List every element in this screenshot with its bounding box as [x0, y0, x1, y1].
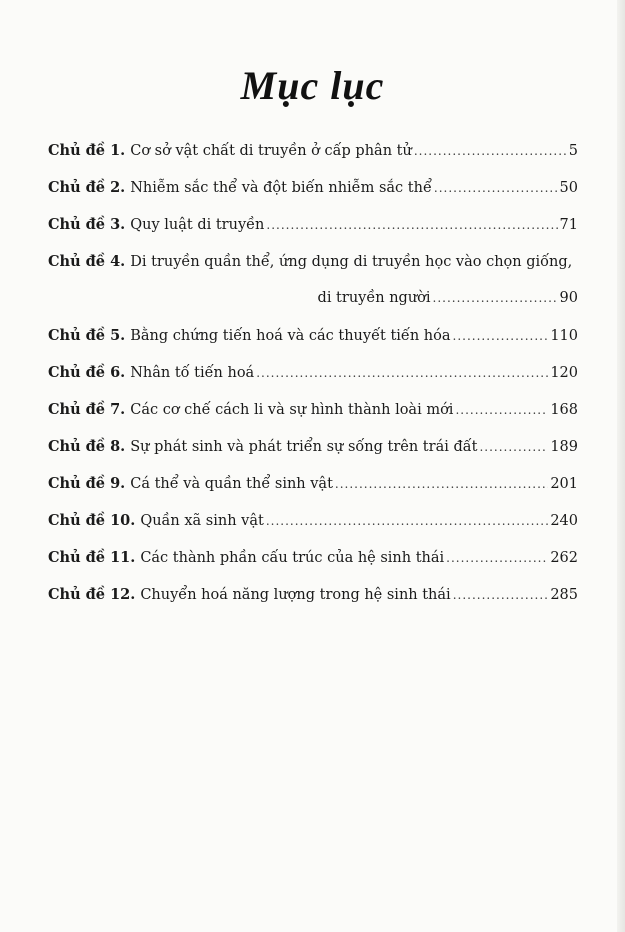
toc-entry[interactable] — [48, 549, 578, 586]
entry-page: 90 — [559, 290, 578, 306]
toc-entry[interactable] — [48, 475, 578, 512]
dot-leader — [446, 550, 548, 566]
toc-entry[interactable] — [48, 364, 578, 401]
toc-entry[interactable] — [48, 586, 578, 623]
toc-entry[interactable] — [48, 512, 578, 549]
entry-page: 285 — [550, 587, 578, 603]
entry-title: Cơ sở vật chất di truyền ở cấp phân tử — [130, 143, 412, 159]
dot-leader — [266, 513, 548, 529]
entry-page: 262 — [550, 550, 578, 566]
entry-page: 71 — [559, 217, 578, 233]
table-of-contents — [48, 142, 578, 623]
dot-leader — [266, 217, 557, 233]
entry-title: Bằng chứng tiến hoá và các thuyết tiến hóa — [130, 328, 451, 344]
entry-page: 50 — [559, 180, 578, 196]
dot-leader — [479, 439, 548, 455]
toc-entry[interactable] — [48, 438, 578, 475]
entry-page: 5 — [568, 143, 578, 159]
entry-label: Chủ đề 1. — [48, 142, 126, 159]
entry-label: Chủ đề 10. — [48, 512, 136, 529]
entry-label: Chủ đề 3. — [48, 216, 126, 233]
entry-page: 110 — [550, 328, 578, 344]
toc-entry[interactable] — [48, 401, 578, 438]
entry-label: Chủ đề 5. — [48, 327, 126, 344]
toc-entry[interactable] — [48, 327, 578, 364]
entry-label: Chủ đề 4. — [48, 253, 126, 270]
entry-label: Chủ đề 11. — [48, 549, 136, 566]
entry-title: Di truyền quần thể, ứng dụng di truyền học vào chọn giống, — [130, 254, 573, 270]
entry-label: Chủ đề 2. — [48, 179, 126, 196]
entry-label: Chủ đề 6. — [48, 364, 126, 381]
dot-leader — [414, 143, 567, 159]
entry-page: 240 — [550, 513, 578, 529]
entry-label: Chủ đề 9. — [48, 475, 126, 492]
dot-leader — [453, 587, 549, 603]
dot-leader — [256, 365, 548, 381]
toc-entry[interactable] — [48, 142, 578, 179]
page-edge-shadow — [617, 0, 625, 932]
entry-page: 168 — [550, 402, 578, 418]
entry-title: Quần xã sinh vật — [140, 513, 264, 529]
toc-entry[interactable] — [48, 216, 578, 253]
dot-leader — [455, 402, 548, 418]
toc-entry-continuation[interactable] — [48, 290, 578, 327]
entry-title: Các cơ chế cách li và sự hình thành loài mới — [130, 402, 454, 418]
entry-page: 189 — [550, 439, 578, 455]
entry-title: Các thành phần cấu trúc của hệ sinh thái — [140, 550, 445, 566]
entry-label: Chủ đề 8. — [48, 438, 126, 455]
entry-page: 120 — [550, 365, 578, 381]
page-title: Mục lục — [240, 63, 385, 108]
dot-leader — [433, 290, 558, 306]
entry-title: Quy luật di truyền — [130, 217, 265, 233]
dot-leader — [335, 476, 548, 492]
entry-title: Chuyển hoá năng lượng trong hệ sinh thái — [140, 587, 451, 603]
toc-entry[interactable] — [48, 253, 578, 290]
entry-title: Nhân tố tiến hoá — [130, 365, 255, 381]
entry-page: 201 — [550, 476, 578, 492]
entry-title: Sự phát sinh và phát triển sự sống trên trái đất — [130, 439, 478, 455]
entry-title-continued: di truyền người — [317, 290, 431, 306]
entry-label: Chủ đề 12. — [48, 586, 136, 603]
entry-label: Chủ đề 7. — [48, 401, 126, 418]
toc-entry[interactable] — [48, 179, 578, 216]
entry-title: Nhiễm sắc thể và đột biến nhiễm sắc thể — [130, 180, 432, 196]
dot-leader — [434, 180, 558, 196]
dot-leader — [453, 328, 549, 344]
entry-title: Cá thể và quần thể sinh vật — [130, 476, 333, 492]
